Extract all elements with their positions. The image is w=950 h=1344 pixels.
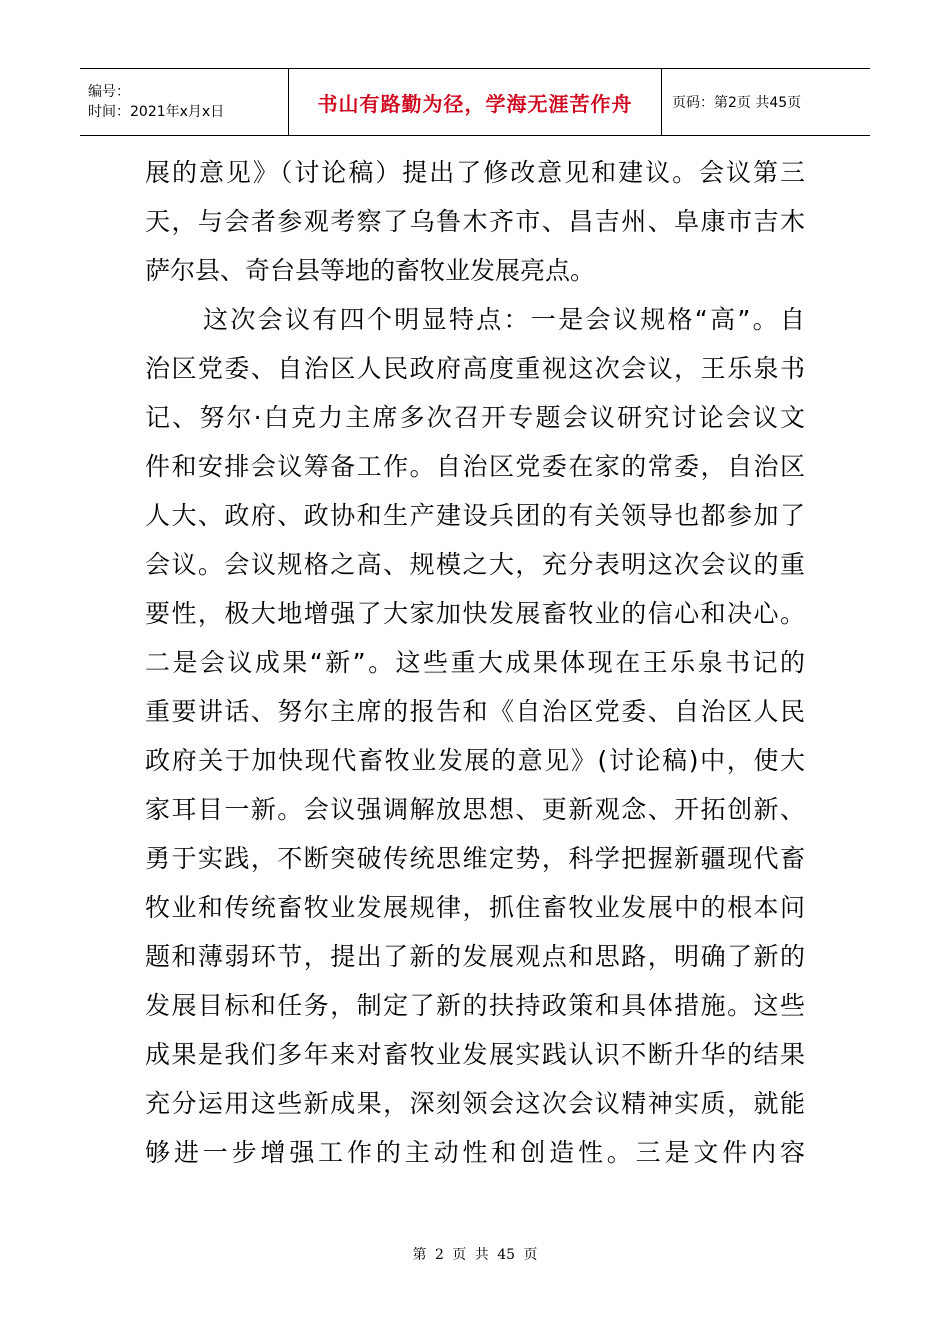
body-line: 发展目标和任务，制定了新的扶持政策和具体措施。这些: [145, 991, 805, 1020]
document-time-label: 时间：2021年x月x日: [88, 104, 225, 120]
body-line: 题和薄弱环节，提出了新的发展观点和思路，明确了新的: [145, 942, 805, 971]
body-line: 成果是我们多年来对畜牧业发展实践认识不断升华的结果: [145, 1040, 805, 1069]
document-number-label: 编号：: [88, 84, 130, 100]
body-line: 牧业和传统畜牧业发展规律，抓住畜牧业发展中的根本问: [145, 893, 805, 922]
body-line: 勇于实践，不断突破传统思维定势，科学把握新疆现代畜: [145, 844, 805, 873]
body-line: 会议。会议规格之高、规模之大，充分表明这次会议的重: [145, 550, 805, 579]
body-line: 要性，极大地增强了大家加快发展畜牧业的信心和决心。: [145, 599, 805, 628]
body-line: 二是会议成果“新”。这些重大成果体现在王乐泉书记的: [145, 648, 805, 677]
body-line: 萨尔县、奇台县等地的畜牧业发展亮点。: [145, 256, 596, 285]
body-line: 人大、政府、政协和生产建设兵团的有关领导也都参加了: [145, 501, 805, 530]
body-line: 这次会议有四个明显特点：一是会议规格“高”。自: [203, 305, 805, 334]
header-meta-cell: [80, 69, 289, 136]
body-line: 件和安排会议筹备工作。自治区党委在家的常委，自治区: [145, 452, 805, 481]
body-line: 够进一步增强工作的主动性和创造性。三是文件内容: [145, 1138, 805, 1167]
body-line: 家耳目一新。会议强调解放思想、更新观念、开拓创新、: [145, 795, 805, 824]
page-footer: 第 2 页 共 45 页: [412, 1247, 538, 1263]
body-line: 重要讲话、努尔主席的报告和《自治区党委、自治区人民: [145, 697, 805, 726]
body-line: 天，与会者参观考察了乌鲁木齐市、昌吉州、阜康市吉木: [145, 207, 805, 236]
body-line: 展的意见》（讨论稿）提出了修改意见和建议。会议第三: [145, 158, 805, 187]
body-line: 治区党委、自治区人民政府高度重视这次会议，王乐泉书: [145, 354, 805, 383]
header-motto: 书山有路勤为径，学海无涯苦作舟: [289, 69, 662, 136]
document-header: [80, 68, 870, 136]
body-line: 充分运用这些新成果，深刻领会这次会议精神实质，就能: [145, 1089, 805, 1118]
body-line: 政府关于加快现代畜牧业发展的意见》(讨论稿)中，使大: [145, 746, 805, 775]
document-body: [145, 148, 805, 1177]
body-line: 记、努尔·白克力主席多次召开专题会议研究讨论会议文: [145, 403, 805, 432]
header-page-info: 页码：第2页 共45页: [662, 69, 871, 136]
